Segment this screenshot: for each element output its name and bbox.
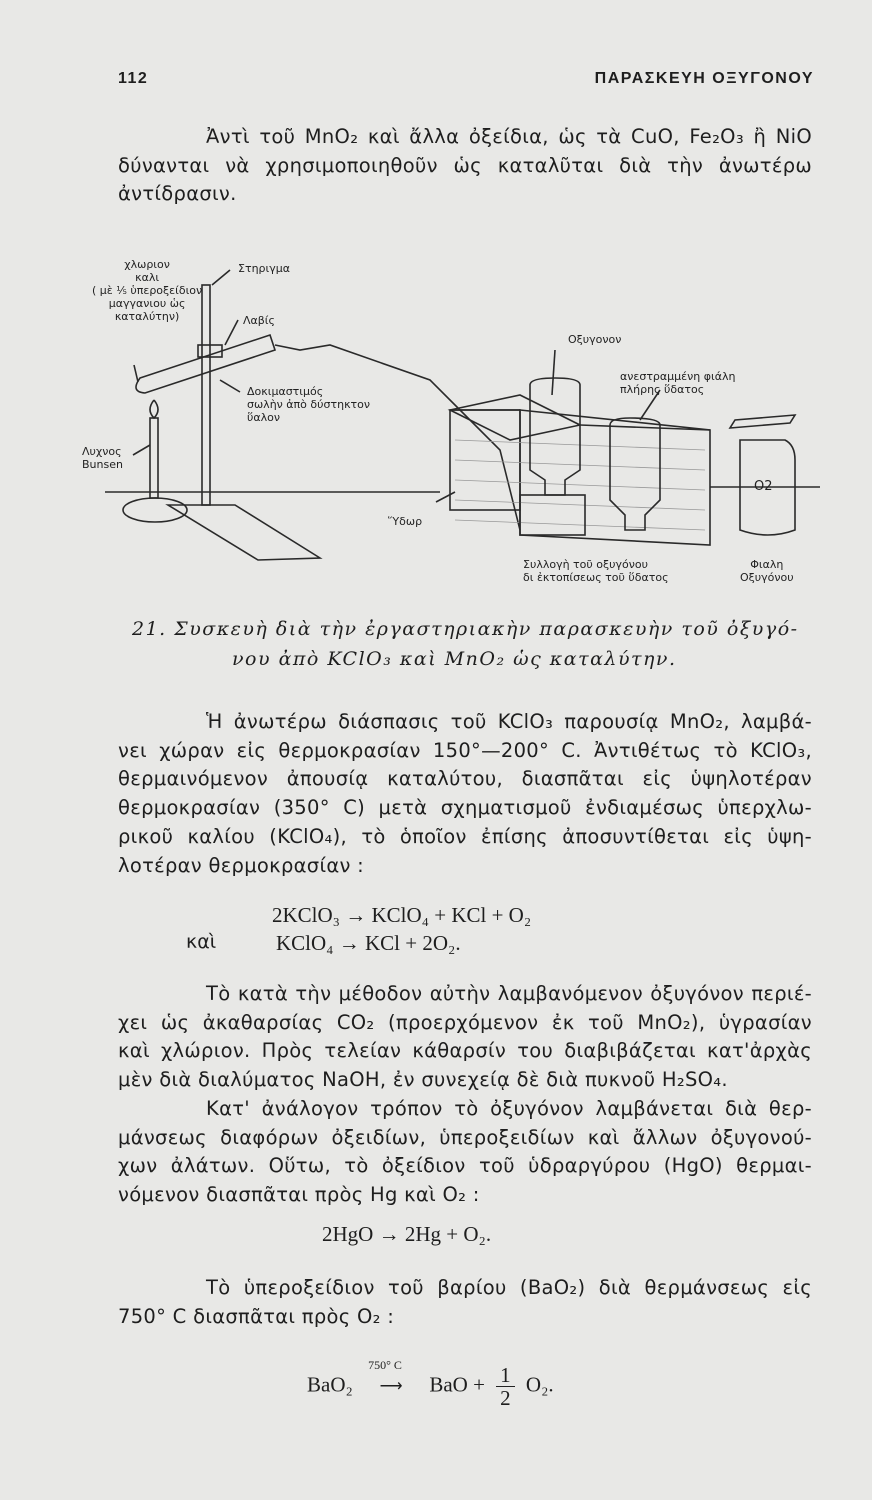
label-line: Οξυγόνου: [740, 571, 794, 584]
text-line: λοτέραν θερμοκρασίαν :: [118, 853, 365, 877]
label-oxygen-bottle: [740, 558, 794, 584]
equation-3: BaO₂ 750° C ⟶ BaO + $\frac{1}{2}$ O₂.: [307, 1358, 554, 1410]
label-clamp: Λαβίς: [243, 314, 275, 327]
label-line: Bunsen: [82, 458, 123, 471]
text-line: Τὸ ὑπεροξείδιον τοῦ βαρίου (BaO₂) διὰ θερμάνσεως εἰς: [206, 1276, 812, 1299]
label-line: Συλλογὴ τοῦ οξυγόνου: [523, 558, 648, 571]
eq3-tail: O₂.: [525, 1372, 554, 1397]
label-line: χλωριον: [124, 258, 170, 271]
running-header: ΠΑΡΑΣΚΕΥΗ ΟΞΥΓΟΝΟΥ: [594, 70, 814, 87]
label-inverted-bottle: [620, 370, 735, 396]
inverted-bottle: [610, 418, 660, 530]
equation-1a: 2KClO₃ → KClO₄ + KCl + O₂: [272, 903, 532, 927]
text-line: μὲν διὰ διαλύματος NaOH, ἐν συνεχείᾳ δὲ διὰ πυκνοῦ H₂SO₄.: [118, 1068, 728, 1092]
eq3-right: BaO +: [429, 1372, 485, 1397]
text-line: θερμαινόμενον ἀπουσίᾳ καταλύτου, διασπᾶται εἰς ὑψηλοτέραν: [118, 767, 812, 791]
label-water: Ὕδωρ: [388, 515, 423, 528]
stand-rod: [202, 285, 210, 505]
label-line: πλήρης ὕδατος: [620, 383, 705, 396]
trough: [520, 410, 710, 545]
collecting-bottle: [530, 378, 580, 495]
label-line: καλι: [135, 271, 160, 284]
text-line: χει ὡς ἀκαθαρσίας CO₂ (προερχόμενον ἐκ τοῦ MnO₂), ὑγρασίαν: [118, 1010, 812, 1034]
label-bunsen-burner: [82, 445, 123, 471]
text-line: δύνανται νὰ χρησιμοποιηθοῦν ὡς καταλῦται διὰ τὴν ἀνωτέρω: [118, 153, 812, 177]
eq3-left: BaO₂: [307, 1372, 353, 1397]
text-line: Κατ' ἀνάλογον τρόπον τὸ ὀξυγόνον λαμβάνεται διὰ θερ-: [206, 1096, 812, 1120]
text-line: ρικοῦ καλίου (KClO₄), τὸ ὁποῖον ἐπίσης ἀποσυντίθεται εἰς ὑψη-: [118, 824, 812, 848]
label-line: σωλὴν ἀπὸ δύστηκτον: [247, 398, 371, 411]
label-test-tube: [247, 385, 370, 424]
text-line: καὶ χλώριον. Πρὸς τελείαν κάθαρσίν του διαβιβάζεται κατ'ἀρχὰς: [118, 1039, 812, 1063]
label-o2-mark: O2: [754, 479, 773, 494]
eq3-condition: 750° C: [368, 1358, 402, 1373]
text-line: μάνσεως διαφόρων ὀξειδίων, ὑπεροξειδίων καὶ ἄλλων ὀξυγονού-: [118, 1125, 812, 1149]
equation-1b: KClO₄ → KCl + 2O₂.: [276, 931, 461, 955]
label-collection: [523, 558, 669, 584]
page-number: 112: [118, 70, 149, 87]
equation-and: καὶ: [186, 931, 217, 953]
delivery-tube: [275, 345, 520, 530]
label-line: δι ἐκτοπίσεως τοῦ ὕδατος: [523, 571, 669, 584]
figure-caption-line2: νου ἀπὸ KClO₃ καὶ MnO₂ ὡς καταλύτην.: [232, 648, 677, 670]
text-line: Ἀντὶ τοῦ MnO₂ καὶ ἄλλα ὀξείδια, ὡς τὰ CuO, Fe₂O₃ ἢ NiO: [206, 125, 812, 148]
label-stand: Στηριγμα: [238, 262, 291, 275]
bottle-lid: [730, 415, 795, 428]
label-line: ( μὲ ⅕ ὑπεροξείδιον: [92, 284, 203, 297]
stand-base: [168, 505, 320, 560]
text-line: Ἡ ἀνωτέρω διάσπασις τοῦ KClO₃ παρουσίᾳ MnO₂, λαμβά-: [206, 710, 812, 733]
text-line: νει χώραν εἰς θερμοκρασίαν 150°—200° C. Ἀντιθέτως τὸ KClO₃,: [118, 738, 812, 762]
label-line: καταλύτην): [114, 310, 180, 323]
label-potassium-chlorate: [92, 258, 202, 323]
label-line: ανεστραμμένη φιάλη: [620, 370, 736, 383]
text-line: Τὸ κατὰ τὴν μέθοδον αὐτὴν λαμβανόμενον ὀξυγόνον περιέ-: [206, 982, 812, 1005]
text-line: χων ἀλάτων. Οὕτω, τὸ ὀξείδιον τοῦ ὑδραργύρου (HgO) θερμαι-: [118, 1154, 812, 1178]
text-line: 750° C διασπᾶται πρὸς O₂ :: [118, 1304, 395, 1328]
label-line: Δοκιμαστιμός: [247, 385, 324, 398]
label-oxygen: Οξυγονον: [568, 333, 622, 346]
eq3-fraction: [496, 1364, 515, 1409]
label-line: Φιαλη: [750, 558, 784, 571]
label-line: μαγγανιου ὡς: [108, 297, 186, 310]
text-line: νόμενον διασπᾶται πρὸς Hg καὶ O₂ :: [118, 1182, 480, 1206]
figure-caption-line1: 21. Συσκευὴ διὰ τὴν ἐργαστηριακὴν παρασκευὴν τοῦ ὀξυγό-: [132, 618, 799, 640]
eq3-denominator: 2: [500, 1386, 511, 1410]
label-line: ὕαλον: [247, 411, 280, 424]
eq3-numerator: 1: [496, 1364, 515, 1387]
burner-tube: [150, 418, 158, 498]
label-line: Λυχνος: [82, 445, 122, 458]
text-line: θερμοκρασίαν (350° C) μετὰ σχηματισμοῦ ἐνδιαμέσως ὑπερχλω-: [118, 796, 812, 820]
text-line: ἀντίδρασιν.: [118, 182, 237, 206]
equation-2: 2HgO → 2Hg + O₂.: [322, 1222, 492, 1246]
flame: [150, 400, 158, 418]
